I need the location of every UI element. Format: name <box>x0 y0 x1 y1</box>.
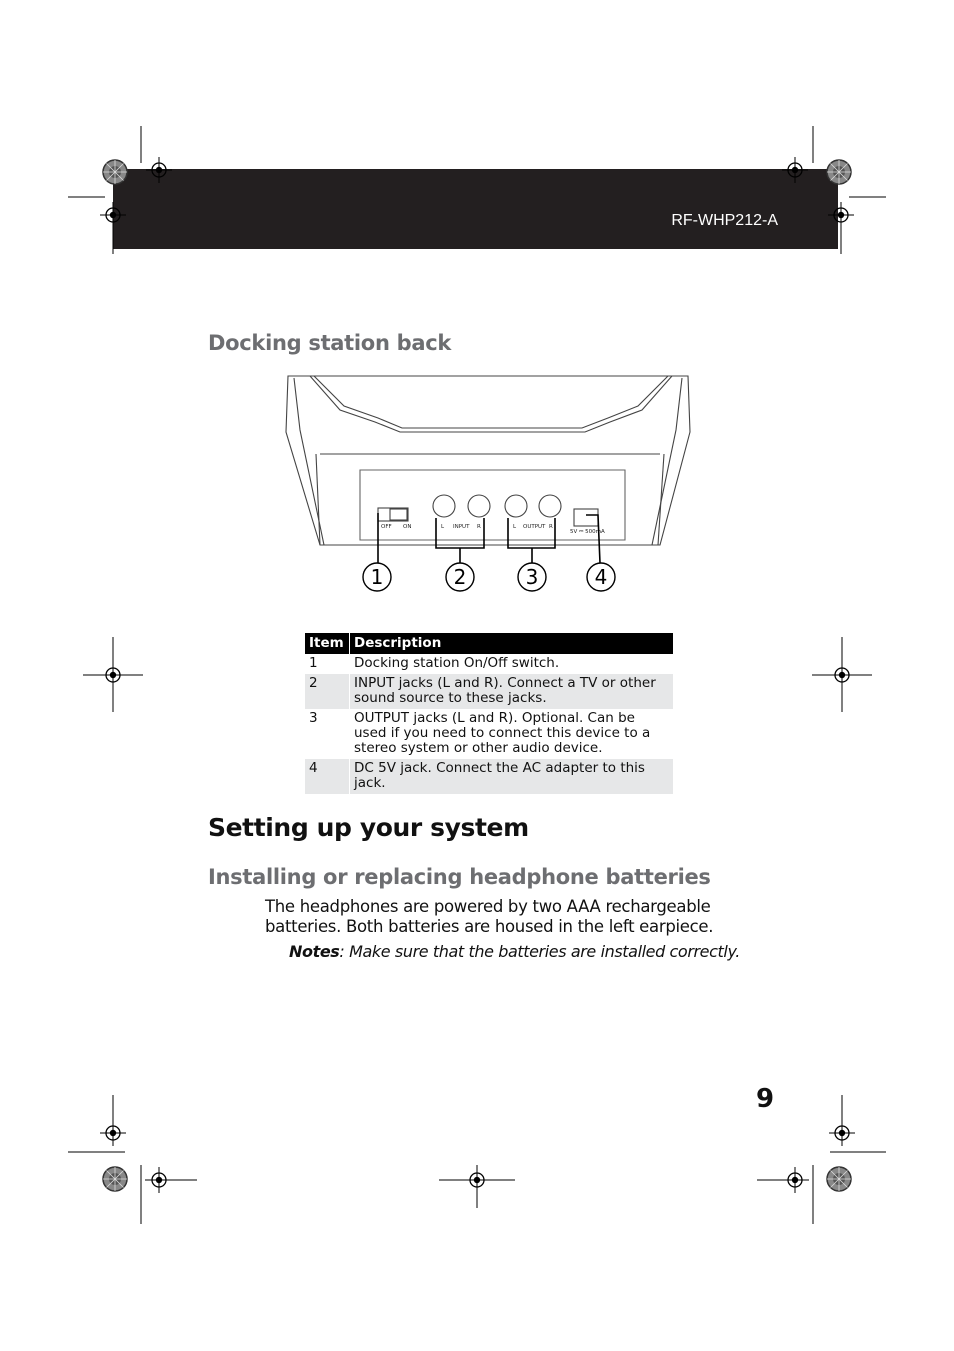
row-description: Docking station On/Off switch. <box>354 655 560 671</box>
input-l-label: L <box>441 524 445 530</box>
callout-3: 3 <box>525 565 539 589</box>
switch-off-label: OFF <box>381 524 392 530</box>
table-row <box>305 674 673 709</box>
output-r-label: R <box>549 524 553 530</box>
crop-mark-bottom-right <box>757 1095 886 1224</box>
row-description: OUTPUT jacks (L and R). Optional. Can be used if you need to connect this device to a stereo system or other audio device. <box>354 710 651 756</box>
callout-2: 2 <box>453 565 467 589</box>
crop-mark-bottom-left <box>68 1095 197 1224</box>
note-label: Notes <box>289 942 340 961</box>
crop-mark-mid-left <box>83 637 143 712</box>
header-item: Item <box>305 633 350 654</box>
table-row <box>305 709 673 759</box>
input-r-label: R <box>477 524 481 530</box>
docking-station-diagram <box>280 370 700 600</box>
crop-mark-top-left <box>68 126 172 254</box>
section-title-setup: Setting up your system <box>208 813 529 842</box>
output-l-label: L <box>513 524 517 530</box>
callout-4: 4 <box>594 565 608 589</box>
input-label: INPUT <box>453 524 470 530</box>
output-label: OUTPUT <box>523 524 546 530</box>
dc-jack-label: 5V ⎓ 500mA <box>570 529 605 535</box>
crop-mark-bottom-center <box>439 1165 515 1208</box>
callout-1: 1 <box>370 565 384 589</box>
item-table <box>305 633 673 794</box>
table-header-row <box>305 633 673 654</box>
page-number: 9 <box>756 1084 775 1114</box>
section-title-docking: Docking station back <box>208 331 452 355</box>
row-item: 4 <box>305 759 350 794</box>
note <box>289 942 740 961</box>
row-item: 1 <box>305 654 350 674</box>
row-item: 3 <box>305 709 350 759</box>
row-item: 2 <box>305 674 350 709</box>
section-title-install: Installing or replacing headphone batteries <box>208 865 711 889</box>
row-description: INPUT jacks (L and R). Connect a TV or other sound source to these jacks. <box>350 674 674 709</box>
table-row <box>305 654 673 674</box>
crop-mark-top-right <box>782 126 886 254</box>
switch-on-label: ON <box>403 524 412 530</box>
header-description: Description <box>350 633 674 654</box>
crop-mark-mid-right <box>812 637 872 712</box>
row-description: DC 5V jack. Connect the AC adapter to this jack. <box>350 759 674 794</box>
body-paragraph: The headphones are powered by two AAA rechargeable batteries. Both batteries are housed in the left earpiece. <box>265 897 714 936</box>
table-row <box>305 759 673 794</box>
note-text: : Make sure that the batteries are installed correctly. <box>339 942 740 961</box>
model-number: RF-WHP212-A <box>671 212 778 229</box>
